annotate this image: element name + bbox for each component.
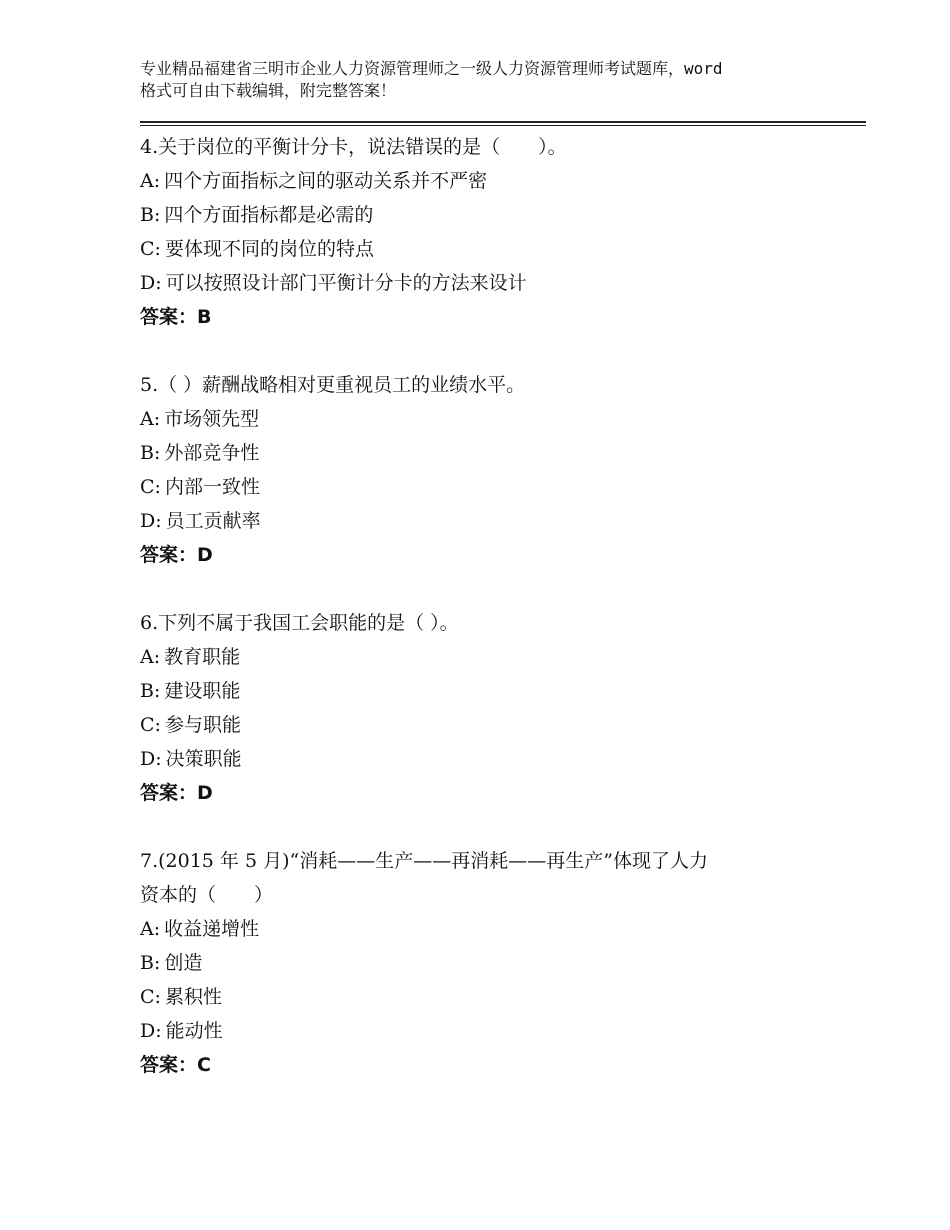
option-letter: C: — [140, 476, 161, 498]
question-4 — [140, 130, 840, 334]
question-stem — [140, 844, 840, 912]
option-text: 参与职能 — [164, 714, 241, 736]
option-letter: A: — [140, 408, 161, 430]
option-text: 能动性 — [165, 1020, 223, 1042]
option-d — [140, 504, 840, 538]
document-header — [140, 58, 840, 102]
option-letter: D: — [140, 1020, 162, 1042]
answer-label: 答案：D — [140, 782, 213, 804]
option-letter: D: — [140, 272, 162, 294]
question-stem-line: 资本的（ ） — [140, 884, 274, 906]
option-text: 员工贡献率 — [165, 510, 261, 532]
option-letter: C: — [140, 714, 161, 736]
option-letter: B: — [140, 680, 161, 702]
option-c — [140, 980, 840, 1014]
option-a — [140, 164, 840, 198]
header-line-2: 格式可自由下载编辑，附完整答案！ — [140, 81, 397, 100]
option-d — [140, 1014, 840, 1048]
question-6 — [140, 606, 840, 810]
option-b — [140, 436, 840, 470]
option-letter: B: — [140, 442, 161, 464]
option-text: 可以按照设计部门平衡计分卡的方法来设计 — [165, 272, 527, 294]
answer-label: 答案：B — [140, 306, 212, 328]
option-text: 外部竞争性 — [164, 442, 260, 464]
option-text: 创造 — [164, 952, 203, 974]
option-a — [140, 640, 840, 674]
header-rule-thin — [140, 125, 866, 126]
question-7 — [140, 844, 840, 1082]
option-b — [140, 674, 840, 708]
question-stem — [140, 368, 840, 402]
option-text: 内部一致性 — [164, 476, 260, 498]
option-letter: A: — [140, 646, 161, 668]
option-c — [140, 470, 840, 504]
question-stem — [140, 606, 840, 640]
question-list — [140, 130, 840, 1116]
option-letter: B: — [140, 952, 161, 974]
option-c — [140, 708, 840, 742]
option-text: 决策职能 — [165, 748, 242, 770]
option-a — [140, 912, 840, 946]
option-d — [140, 266, 840, 300]
option-letter: A: — [140, 170, 161, 192]
question-5 — [140, 368, 840, 572]
option-letter: D: — [140, 510, 162, 532]
option-text: 累积性 — [164, 986, 222, 1008]
option-letter: D: — [140, 748, 162, 770]
option-text: 教育职能 — [164, 646, 241, 668]
option-text: 四个方面指标都是必需的 — [164, 204, 374, 226]
option-b — [140, 198, 840, 232]
option-text: 收益递增性 — [164, 918, 260, 940]
answer-label: 答案：C — [140, 1054, 211, 1076]
question-stem-line: 6.下列不属于我国工会职能的是（ ）。 — [140, 612, 459, 634]
option-letter: B: — [140, 204, 161, 226]
option-text: 四个方面指标之间的驱动关系并不严密 — [164, 170, 488, 192]
option-letter: C: — [140, 986, 161, 1008]
option-text: 要体现不同的岗位的特点 — [164, 238, 374, 260]
header-line-1: 专业精品福建省三明市企业人力资源管理师之一级人力资源管理师考试题库，word — [140, 59, 723, 78]
option-c — [140, 232, 840, 266]
answer-label: 答案：D — [140, 544, 213, 566]
question-stem — [140, 130, 840, 164]
header-rule-thick — [140, 121, 866, 123]
option-b — [140, 946, 840, 980]
option-text: 建设职能 — [164, 680, 241, 702]
option-a — [140, 402, 840, 436]
option-letter: C: — [140, 238, 161, 260]
option-text: 市场领先型 — [164, 408, 260, 430]
question-stem-line: 7.(2015 年 5 月)“消耗——生产——再消耗——再生产”体现了人力 — [140, 850, 708, 872]
option-letter: A: — [140, 918, 161, 940]
question-stem-line: 4.关于岗位的平衡计分卡，说法错误的是（ ）。 — [140, 136, 567, 158]
question-stem-line: 5.（ ）薪酬战略相对更重视员工的业绩水平。 — [140, 374, 526, 396]
option-d — [140, 742, 840, 776]
